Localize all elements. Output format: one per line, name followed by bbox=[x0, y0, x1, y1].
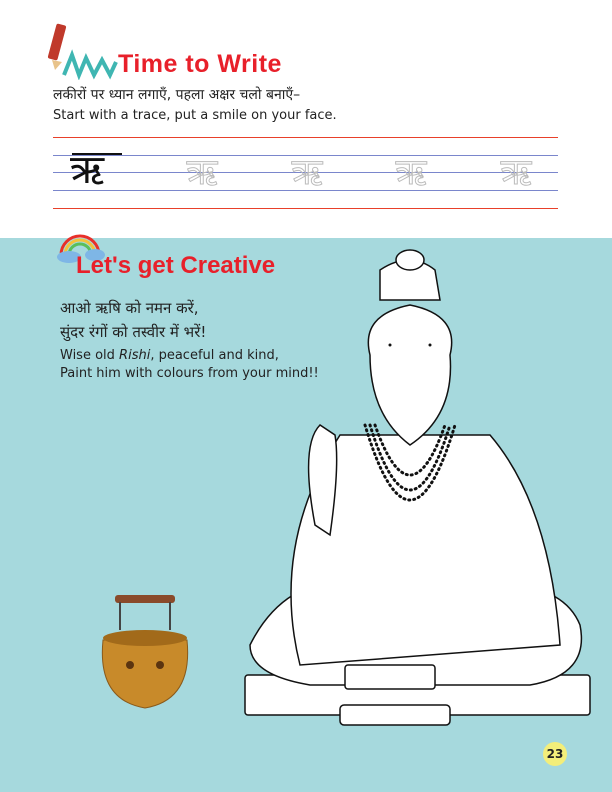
trace-letter[interactable]: ऋ bbox=[395, 152, 427, 193]
trace-letter[interactable]: ऋ bbox=[500, 152, 532, 193]
section-title-lets-get-creative: Let's get Creative bbox=[76, 252, 276, 279]
page-number: 23 bbox=[543, 742, 567, 766]
poem-hindi-line-1: आओ ऋषि को नमन करें, bbox=[60, 299, 199, 317]
model-letter: ऋ bbox=[70, 147, 105, 193]
trace-letter[interactable]: ऋ bbox=[186, 152, 218, 193]
top-red-line bbox=[53, 137, 558, 138]
pencil-scribble-icon bbox=[44, 20, 124, 80]
poem-text: Wise old bbox=[60, 348, 120, 363]
section-title-time-to-write: Time to Write bbox=[118, 50, 282, 78]
brass-pot-illustration bbox=[95, 590, 195, 720]
poem-english-line-2: Paint him with colours from your mind!! bbox=[60, 366, 319, 381]
trace-letter[interactable]: ऋ bbox=[291, 152, 323, 193]
poem-text: , peaceful and kind, bbox=[150, 348, 279, 363]
bottom-red-line bbox=[53, 208, 558, 209]
instruction-english: Start with a trace, put a smile on your face. bbox=[53, 108, 337, 123]
poem-italic-word: Rishi bbox=[119, 348, 151, 363]
poem-hindi-line-2: सुंदर रंगों को तस्वीर में भरें! bbox=[60, 323, 207, 341]
rishi-coloring-illustration[interactable] bbox=[230, 245, 610, 745]
instruction-hindi: लकीरों पर ध्यान लगाएँ, पहला अक्षर चलो बनाएँ– bbox=[53, 87, 301, 103]
